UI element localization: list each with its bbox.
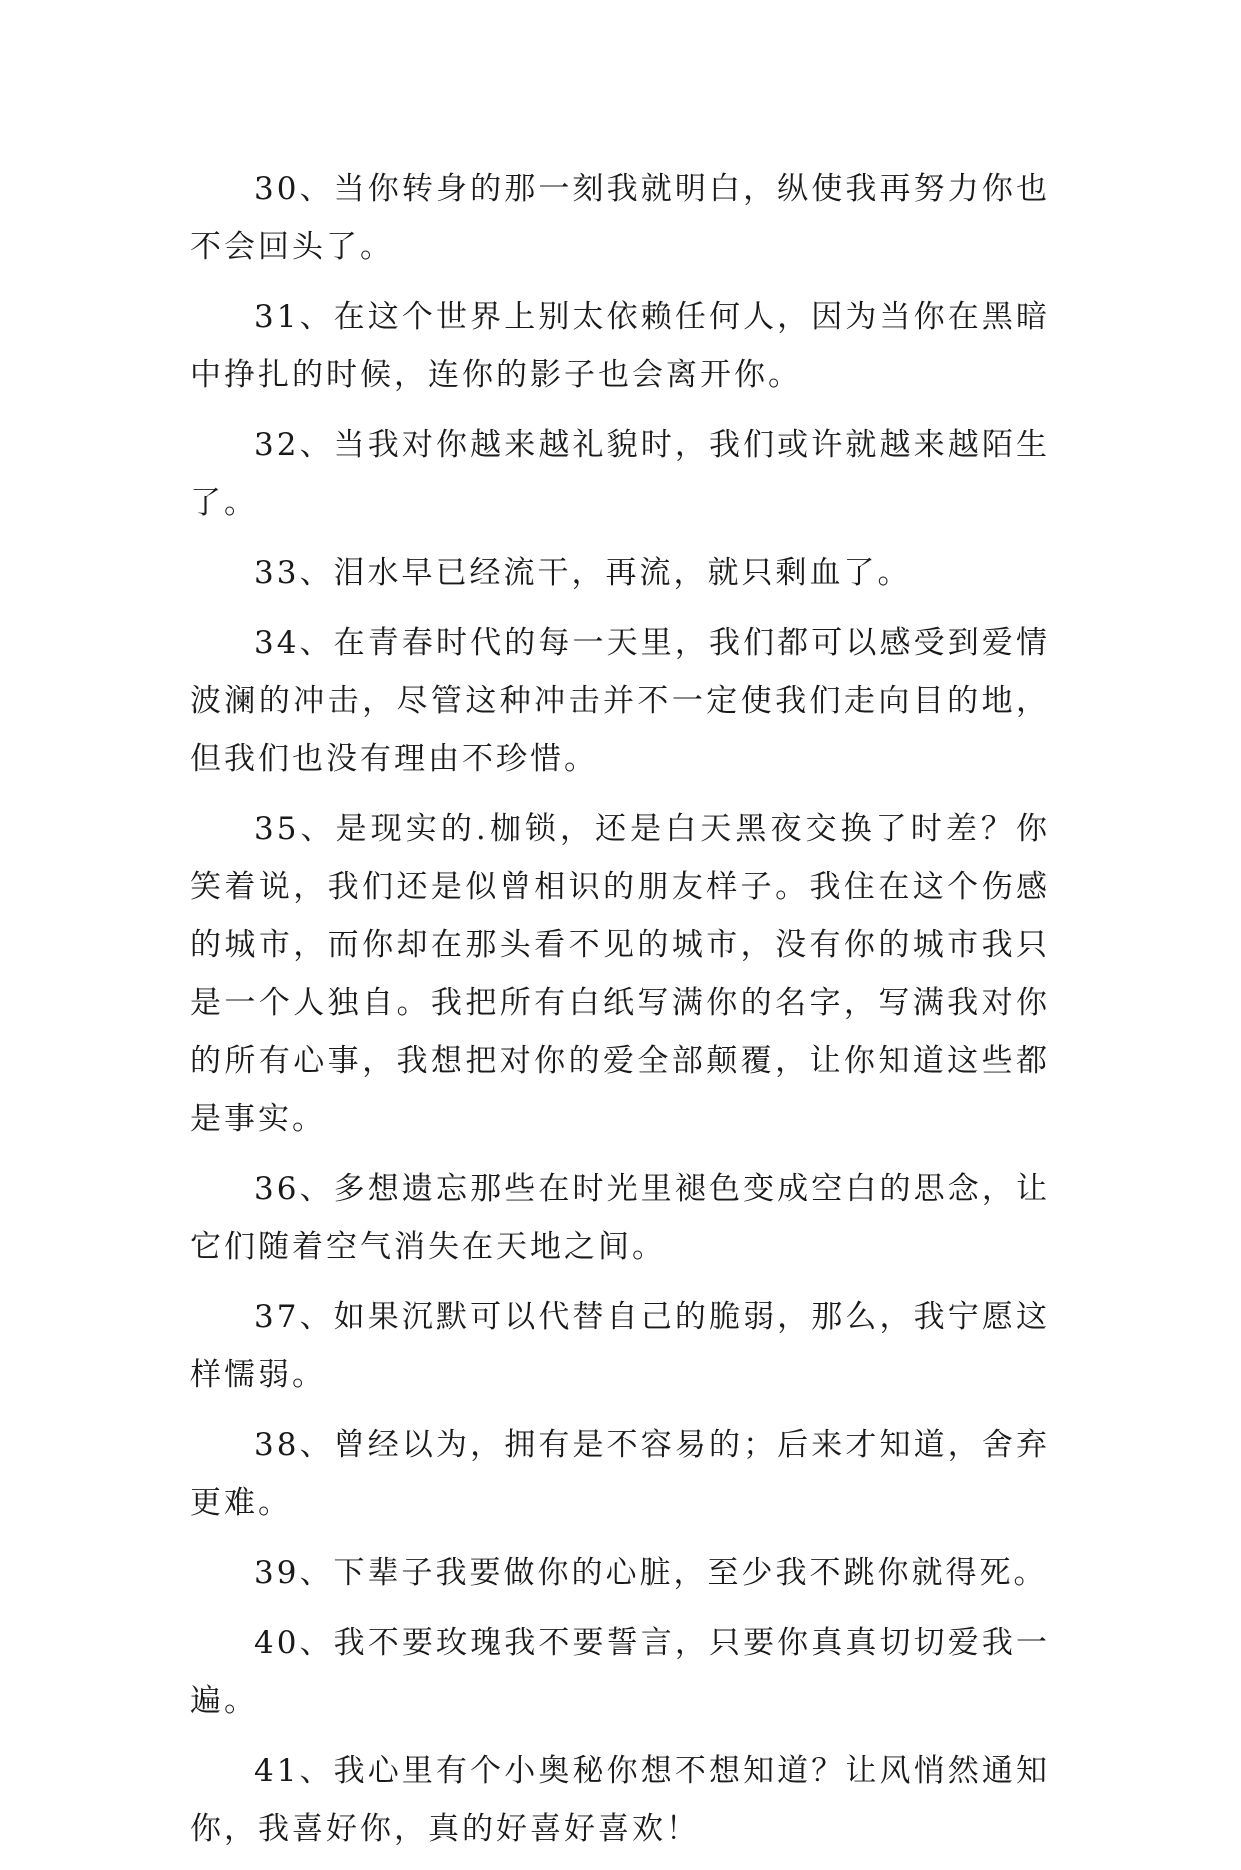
paragraph-38: 38、曾经以为，拥有是不容易的；后来才知道，舍弃更难。 [190,1427,1050,1521]
paragraph-39: 39、下辈子我要做你的心脏，至少我不跳你就得死。 [254,1555,1048,1591]
paragraph-37: 37、如果沉默可以代替自己的脆弱，那么，我宁愿这样懦弱。 [190,1299,1050,1393]
paragraph-36: 36、多想遗忘那些在时光里褪色变成空白的思念，让它们随着空气消失在天地之间。 [190,1171,1050,1265]
paragraph-35: 35、是现实的.枷锁，还是白天黑夜交换了时差？你笑着说，我们还是似曾相识的朋友样子。我住在这个伤感的城市，而你却在那头看不见的城市，没有你的城市我只是一个人独自。我把所有白纸写满你的名字，写满我对你的所有心事，我想把对你的爱全部颠覆，让你知道这些都是事实。 [190,811,1050,1137]
paragraph-30: 30、当你转身的那一刻我就明白，纵使我再努力你也不会回头了。 [190,171,1050,265]
paragraph-31: 31、在这个世界上别太依赖任何人，因为当你在黑暗中挣扎的时候，连你的影子也会离开你。 [190,299,1050,393]
paragraph-40: 40、我不要玫瑰我不要誓言，只要你真真切切爱我一遍。 [190,1625,1050,1719]
paragraph-32: 32、当我对你越来越礼貌时，我们或许就越来越陌生了。 [190,427,1050,521]
paragraph-33: 33、泪水早已经流干，再流，就只剩血了。 [254,555,912,591]
paragraph-34: 34、在青春时代的每一天里，我们都可以感受到爱情波澜的冲击，尽管这种冲击并不一定使我们走向目的地，但我们也没有理由不珍惜。 [190,625,1050,777]
document-body [190,160,1050,1870]
paragraph-41: 41、我心里有个小奥秘你想不想知道？让风悄然通知你，我喜好你，真的好喜好喜欢！ [190,1753,1050,1847]
